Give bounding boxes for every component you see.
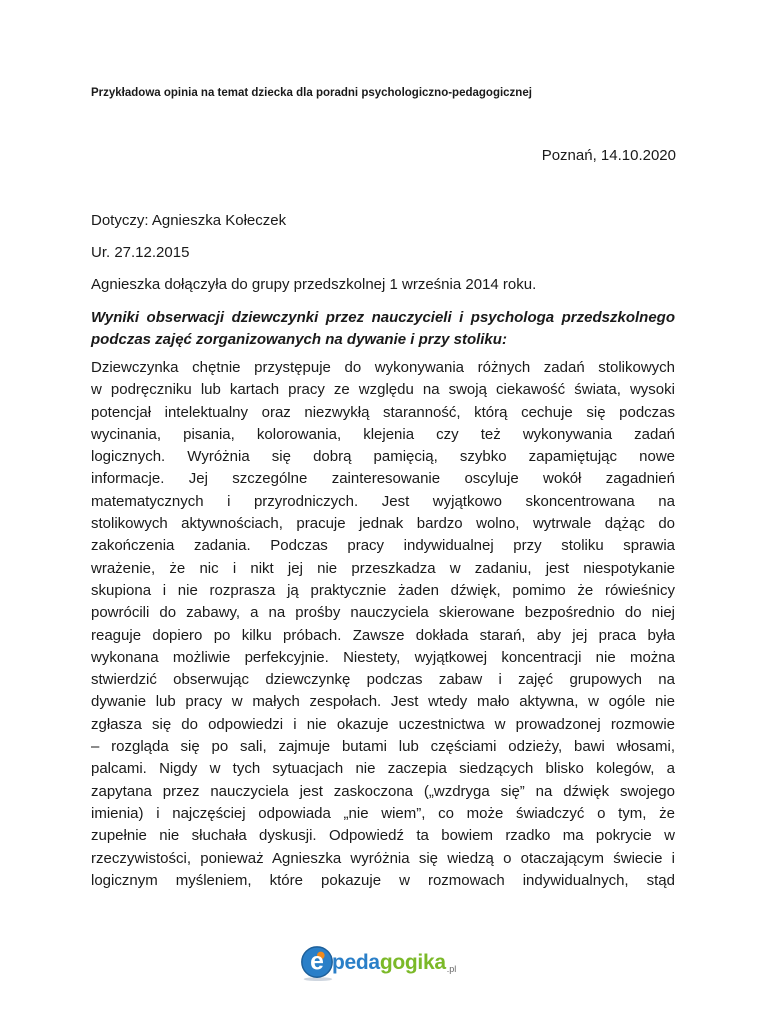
body-line: w podręczniku lub kartach pracy ze względu na swoją ciekawość świata, wysoki bbox=[91, 381, 675, 399]
body-line: wycinania, pisania, kolorowania, klejenia czy też wykonywania zadań bbox=[91, 425, 675, 443]
body-line: wrażenie, że nic i nikt jej nie przeszkadza w zadaniu, jest niespotykanie bbox=[91, 559, 675, 577]
body-line: palcami. Nigdy w tych sytuacjach nie zaczepia siedzących blisko kolegów, a bbox=[91, 760, 675, 778]
body-line: potencjał intelektualny oraz niezwykłą staranność, którą cechuje się podczas bbox=[91, 403, 675, 421]
body-line: stwierdzić obserwując dziewczynkę podczas zabaw i zajęć grupowych na bbox=[91, 671, 675, 689]
body-line: logicznych. Wyróżnia się dobrą pamięcią, szybko zapamiętując nowe bbox=[91, 448, 675, 466]
body-line: reaguje dopiero po kilku próbach. Zawsze dokłada starań, aby jej praca była bbox=[91, 626, 675, 644]
body-line: skupiona i nie rozprasza ją praktycznie żaden dźwięk, pomimo że rówieśnicy bbox=[91, 581, 675, 599]
body-line: stolikowych aktywnościach, pracuje jednak bardzo wolno, wytrwale dążąc do bbox=[91, 515, 675, 533]
joined-line: Agnieszka dołączyła do grupy przedszkolnej 1 września 2014 roku. bbox=[91, 276, 537, 293]
logo-text-green: gogika bbox=[379, 951, 446, 974]
birth-date-line: Ur. 27.12.2015 bbox=[91, 244, 190, 261]
body-line: matematycznych i przyrodniczych. Jest wyjątkowo skoncentrowana na bbox=[91, 492, 675, 510]
body-line: informacje. Jej szczególne zainteresowanie oscyluje wokół zagadnień bbox=[91, 470, 675, 488]
logo-wordmark bbox=[332, 951, 446, 975]
body-line: Dziewczynka chętnie przystępuje do wykonywania różnych zadań stolikowych bbox=[91, 359, 675, 376]
document-title: Przykładowa opinia na temat dziecka dla poradni psychologiczno-pedagogicznej bbox=[91, 87, 532, 99]
observation-heading: Wyniki obserwacji dziewczynki przez nauczycieli i psychologa przedszkolnego podczas zajęć zorganizowanych na dywanie i przy stoliku: bbox=[91, 309, 675, 348]
logo-text-blue: peda bbox=[332, 951, 380, 974]
body-line: logicznym myśleniem, które pokazuje w rozmowach indywidualnych, stąd bbox=[91, 871, 675, 889]
body-line: dywanie lub pracy w małych zespołach. Jest wtedy mało aktywna, w ogóle nie bbox=[91, 693, 675, 711]
body-line: zupełnie nie słuchała dyskusji. Odpowiedź ta bowiem rzadko ma pokrycie w bbox=[91, 827, 675, 845]
epedagogika-logo bbox=[298, 943, 456, 983]
body-line: – rozgląda się po sali, zajmuje butami lub częściami odzieży, bawi włosami, bbox=[91, 738, 675, 756]
subject-line: Dotyczy: Agnieszka Kołeczek bbox=[91, 212, 287, 229]
observation-body bbox=[91, 357, 675, 892]
body-line: imienia) i najczęściej odpowiada „nie wiem”, co może świadczyć o tym, że bbox=[91, 804, 675, 822]
body-line: zapytana przez nauczyciela jest zaskoczona („wzdryga się” na dźwięk swojego bbox=[91, 782, 675, 800]
logo-letter: e bbox=[310, 948, 324, 976]
body-line: rzeczywistości, ponieważ Agnieszka wyróżnia się wiedzą o otaczającym świecie i bbox=[91, 849, 675, 867]
body-line: powrócili do zabawy, a na prośby nauczyciela skierowane bezpośrednio do niej bbox=[91, 604, 675, 622]
body-line: zgłasza się do odpowiedzi i nie okazuje uczestnictwa w prowadzonej rozmowie bbox=[91, 715, 675, 733]
body-line: wykonana możliwie perfekcyjnie. Niestety, wyjątkowej koncentracji nie można bbox=[91, 648, 675, 666]
body-line: zakończenia zadania. Podczas pracy indywidualnej przy stoliku sprawia bbox=[91, 537, 675, 555]
place-date: Poznań, 14.10.2020 bbox=[541, 147, 676, 164]
logo-suffix: .pl bbox=[446, 964, 457, 974]
epedagogika-logo-icon bbox=[298, 944, 336, 982]
